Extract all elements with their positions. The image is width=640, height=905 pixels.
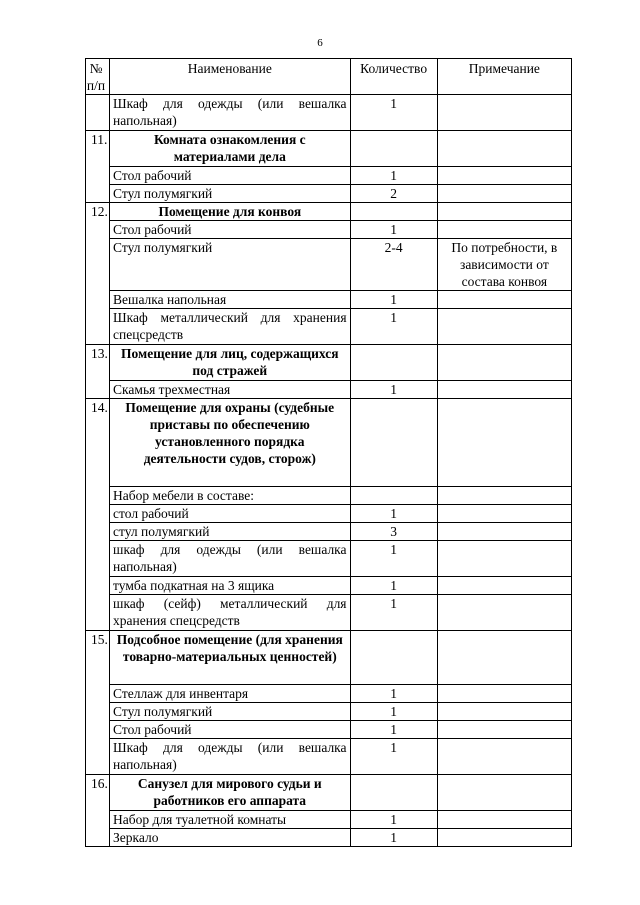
item-note [437,685,571,703]
row-number [86,381,110,399]
item-quantity: 1 [350,95,437,131]
item-quantity [350,631,437,685]
item-name: Стул полумягкий [110,185,350,203]
item-name: стол рабочий [110,505,350,523]
row-number [86,721,110,739]
item-note [437,399,571,487]
item-quantity: 1 [350,541,437,577]
row-number [86,739,110,775]
section-row [86,203,572,221]
item-note [437,185,571,203]
item-quantity [350,203,437,221]
section-title: Санузел для мирового судьи и работников его аппарата [110,775,350,811]
item-quantity: 1 [350,309,437,345]
item-note [437,595,571,631]
section-title: Комната ознакомления с материалами дела [110,131,350,167]
table-row [86,721,572,739]
item-quantity: 1 [350,739,437,775]
row-number [86,685,110,703]
item-note [437,703,571,721]
item-note [437,221,571,239]
row-number [86,487,110,505]
item-name: Шкаф для одежды (или вешалка напольная) [110,739,350,775]
item-name: шкаф (сейф) металлический для хранения спецсредств [110,595,350,631]
row-number [86,167,110,185]
table-row [86,505,572,523]
item-name: Стол рабочий [110,167,350,185]
section-row [86,399,572,487]
table-row [86,167,572,185]
section-row [86,131,572,167]
header-note: Примечание [437,59,571,95]
row-number [86,185,110,203]
table-row [86,185,572,203]
table-row [86,811,572,829]
item-note [437,631,571,685]
item-name: Стол рабочий [110,721,350,739]
row-number: 11. [86,131,110,167]
row-number [86,829,110,847]
row-number [86,239,110,291]
row-number [86,309,110,345]
section-row [86,345,572,381]
table-row [86,829,572,847]
row-number [86,541,110,577]
item-name: Стул полумягкий [110,703,350,721]
furniture-table [85,58,572,847]
item-quantity: 1 [350,811,437,829]
item-quantity: 1 [350,505,437,523]
row-number [86,595,110,631]
item-note [437,505,571,523]
table-row [86,487,572,505]
item-quantity: 1 [350,829,437,847]
table-row [86,595,572,631]
item-name: Зеркало [110,829,350,847]
table-row [86,685,572,703]
item-quantity: 3 [350,523,437,541]
item-quantity: 1 [350,381,437,399]
header-num: № п/п [86,59,110,95]
row-number: 16. [86,775,110,811]
header-qty: Количество [350,59,437,95]
item-note [437,167,571,185]
section-title: Помещение для конвоя [110,203,350,221]
section-title: Помещение для охраны (судебные приставы по обеспечению установленного порядка деятельности судов, сторож) [110,399,350,487]
item-note [437,775,571,811]
item-name: Набор для туалетной комнаты [110,811,350,829]
item-note [437,291,571,309]
item-note [437,541,571,577]
item-quantity: 1 [350,721,437,739]
item-name: Стул полумягкий [110,239,350,291]
item-note [437,203,571,221]
table-row [86,523,572,541]
row-number [86,95,110,131]
item-quantity: 1 [350,685,437,703]
item-name: Скамья трехместная [110,381,350,399]
item-note [437,345,571,381]
section-title: Подсобное помещение (для хранения товарно-материальных ценностей) [110,631,350,685]
item-quantity: 1 [350,291,437,309]
table-row [86,95,572,131]
item-name: Вешалка напольная [110,291,350,309]
table-row [86,309,572,345]
row-number: 14. [86,399,110,487]
item-note [437,811,571,829]
item-note [437,131,571,167]
row-number: 12. [86,203,110,221]
item-note [437,523,571,541]
page-number: 6 [317,37,323,49]
item-quantity [350,131,437,167]
item-note [437,381,571,399]
row-number [86,577,110,595]
table-row [86,221,572,239]
item-note [437,487,571,505]
table-row [86,703,572,721]
item-quantity: 2 [350,185,437,203]
item-note [437,309,571,345]
item-name: тумба подкатная на 3 ящика [110,577,350,595]
item-quantity: 1 [350,703,437,721]
item-quantity: 1 [350,167,437,185]
item-note [437,829,571,847]
table-row [86,739,572,775]
row-number [86,221,110,239]
row-number [86,523,110,541]
row-number: 15. [86,631,110,685]
item-note [437,95,571,131]
item-name: стул полумягкий [110,523,350,541]
table-row [86,577,572,595]
row-number [86,505,110,523]
item-quantity [350,345,437,381]
section-row [86,775,572,811]
item-name: Шкаф металлический для хранения спецсредств [110,309,350,345]
item-quantity [350,775,437,811]
item-note [437,577,571,595]
item-note [437,721,571,739]
item-name: Стол рабочий [110,221,350,239]
table-row [86,381,572,399]
row-number: 13. [86,345,110,381]
row-number [86,811,110,829]
item-name: Шкаф для одежды (или вешалка напольная) [110,95,350,131]
item-name: шкаф для одежды (или вешалка напольная) [110,541,350,577]
item-quantity: 1 [350,577,437,595]
table-row [86,541,572,577]
table-row [86,291,572,309]
item-quantity [350,399,437,487]
item-name: Стеллаж для инвентаря [110,685,350,703]
item-quantity [350,487,437,505]
section-title: Помещение для лиц, содержащихся под стражей [110,345,350,381]
table-header-row [86,59,572,95]
item-quantity: 2-4 [350,239,437,291]
row-number [86,291,110,309]
item-quantity: 1 [350,221,437,239]
header-name: Наименование [110,59,350,95]
table-row [86,239,572,291]
item-name: Набор мебели в составе: [110,487,350,505]
row-number [86,703,110,721]
item-note [437,739,571,775]
item-quantity: 1 [350,595,437,631]
section-row [86,631,572,685]
item-note: По потребности, в зависимости от состава конвоя [437,239,571,291]
